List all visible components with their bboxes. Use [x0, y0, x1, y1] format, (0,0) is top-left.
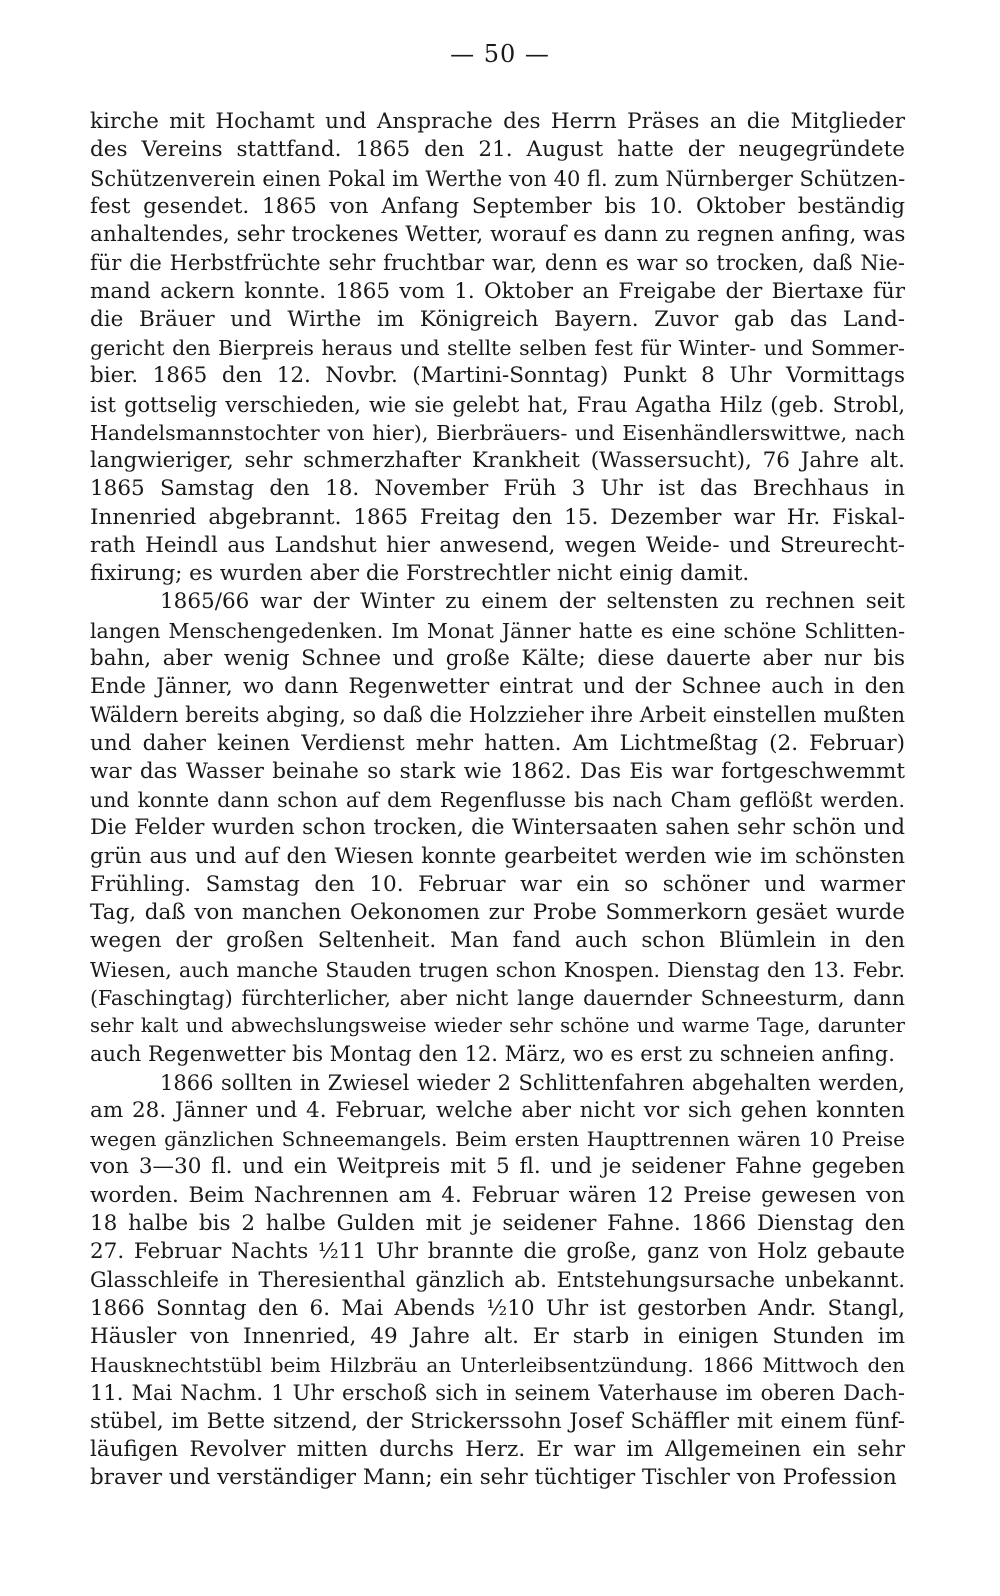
text-line: des Vereins stattfand. 1865 den 21. August hatte der neugegründete — [90, 137, 905, 163]
text-line: Schützenverein einen Pokal im Werthe von 40 fl. zum Nürnberger Schützen- — [90, 166, 905, 191]
text-line: Die Felder wurden schon trocken, die Wintersaaten sahen sehr schön und — [90, 815, 905, 841]
text-line: am 28. Jänner und 4. Februar, welche aber nicht vor sich gehen konnten — [90, 1097, 905, 1123]
text-line: läufigen Revolver mitten durchs Herz. Er war im Allgemeinen ein sehr — [90, 1436, 905, 1462]
text-line: 11. Mai Nachm. 1 Uhr erschoß sich in seinem Vaterhause im oberen Dach- — [90, 1381, 905, 1406]
text-line: fest gesendet. 1865 von Anfang September bis 10. Oktober beständig — [90, 193, 905, 219]
text-line: langwieriger, sehr schmerzhafter Krankheit (Wassersucht), 76 Jahre alt. — [90, 448, 905, 473]
text-line: Wäldern bereits abging, so daß die Holzzieher ihre Arbeit einstellen mußten — [90, 703, 905, 728]
text-line: Häusler von Innenried, 49 Jahre alt. Er starb in einigen Stunden im — [90, 1323, 905, 1349]
text-line: Hausknechtstübl beim Hilzbräu an Unterleibsentzündung. 1866 Mittwoch den — [90, 1353, 905, 1377]
text-line: Frühling. Samstag den 10. Februar war ein so schöner und warmer — [90, 871, 905, 897]
text-line: Glasschleife in Theresienthal gänzlich ab. Entstehungsursache unbekannt. — [90, 1268, 905, 1293]
text-line: Tag, daß von manchen Oekonomen zur Probe Sommerkorn gesäet wurde — [90, 900, 905, 925]
text-line: braver und verständiger Mann; ein sehr tüchtiger Tischler von Profession — [90, 1465, 897, 1490]
text-line: fixirung; es wurden aber die Forstrechtler nicht einig damit. — [90, 561, 750, 586]
text-line: langen Menschengedenken. Im Monat Jänner hatte es eine schöne Schlitten- — [90, 618, 905, 643]
text-line: (Faschingtag) fürchterlicher, aber nicht lange dauernder Schneesturm, dann — [90, 985, 905, 1010]
text-line: die Bräuer und Wirthe im Königreich Bayern. Zuvor gab das Land- — [90, 306, 905, 332]
paragraph-start-line: 1866 sollten in Zwiesel wieder 2 Schlittenfahren abgehalten werden, — [160, 1070, 905, 1095]
text-line: ist gottselig verschieden, wie sie gelebt hat, Frau Agatha Hilz (geb. Strobl, — [90, 392, 905, 417]
text-line: Handelsmannstochter von hier), Bierbräuers- und Eisenhändlerswittwe, nach — [90, 420, 905, 445]
text-line: Ende Jänner, wo dann Regenwetter eintrat und der Schnee auch in den — [90, 674, 905, 699]
text-line: rath Heindl aus Landshut hier anwesend, wegen Weide- und Streurecht- — [90, 532, 905, 558]
text-line: kirche mit Hochamt und Ansprache des Herrn Präses an die Mitglieder — [90, 109, 905, 134]
text-line: und konnte dann schon auf dem Regenflusse bis nach Cham geflößt werden. — [90, 788, 905, 812]
text-line: worden. Beim Nachrennen am 4. Februar wären 12 Preise gewesen von — [90, 1182, 905, 1208]
text-line: sehr kalt und abwechslungsweise wieder sehr schöne und warme Tage, darunter — [90, 1014, 905, 1037]
text-line: stübel, im Bette sitzend, der Strickerssohn Josef Schäffler mit einem fünf- — [90, 1408, 905, 1434]
text-line: und daher keinen Verdienst mehr hatten. Am Lichtmeßtag (2. Februar) — [90, 730, 905, 756]
text-line: 1866 Sonntag den 6. Mai Abends ½10 Uhr ist gestorben Andr. Stangl, — [90, 1295, 905, 1321]
text-line: bahn, aber wenig Schnee und große Kälte; diese dauerte aber nur bis — [90, 645, 905, 671]
text-line: war das Wasser beinahe so stark wie 1862. Das Eis war fortgeschwemmt — [90, 758, 905, 784]
text-line: auch Regenwetter bis Montag den 12. März, wo es erst zu schneien anfing. — [90, 1042, 895, 1067]
text-line: gericht den Bierpreis heraus und stellte selben fest für Winter- und Sommer- — [90, 336, 905, 360]
text-line: 1865 Samstag den 18. November Früh 3 Uhr ist das Brechhaus in — [90, 476, 905, 502]
text-line: wegen der großen Seltenheit. Man fand auch schon Blümlein in den — [90, 928, 905, 954]
page-number: — 50 — — [450, 40, 550, 68]
text-line: Wiesen, auch manche Stauden trugen schon Knospen. Dienstag den 13. Febr. — [90, 957, 905, 982]
text-line: grün aus und auf den Wiesen konnte gearbeitet werden wie im schönsten — [90, 843, 905, 869]
text-line: von 3—30 fl. und ein Weitpreis mit 5 fl. und je seidener Fahne gegeben — [90, 1154, 905, 1180]
text-line: bier. 1865 den 12. Novbr. (Martini-Sonntag) Punkt 8 Uhr Vormittags — [90, 363, 905, 389]
body-text — [90, 108, 905, 1492]
paragraph-start-line: 1865/66 war der Winter zu einem der seltensten zu rechnen seit — [160, 589, 905, 615]
text-line: für die Herbstfrüchte sehr fruchtbar war, denn es war so trocken, daß Nie- — [90, 251, 905, 276]
text-line: 27. Februar Nachts ½11 Uhr brannte die große, ganz von Holz gebaute — [90, 1239, 905, 1264]
text-line: anhaltendes, sehr trockenes Wetter, worauf es dann zu regnen anfing, was — [90, 222, 905, 247]
text-line: Innenried abgebrannt. 1865 Freitag den 15. Dezember war Hr. Fiskal- — [90, 504, 905, 530]
text-line: mand ackern konnte. 1865 vom 1. Oktober an Freigabe der Biertaxe für — [90, 278, 905, 304]
text-line: 18 halbe bis 2 halbe Gulden mit je seidener Fahne. 1866 Dienstag den — [90, 1210, 905, 1236]
text-line: wegen gänzlichen Schneemangels. Beim ersten Haupttrennen wären 10 Preise — [90, 1127, 905, 1151]
